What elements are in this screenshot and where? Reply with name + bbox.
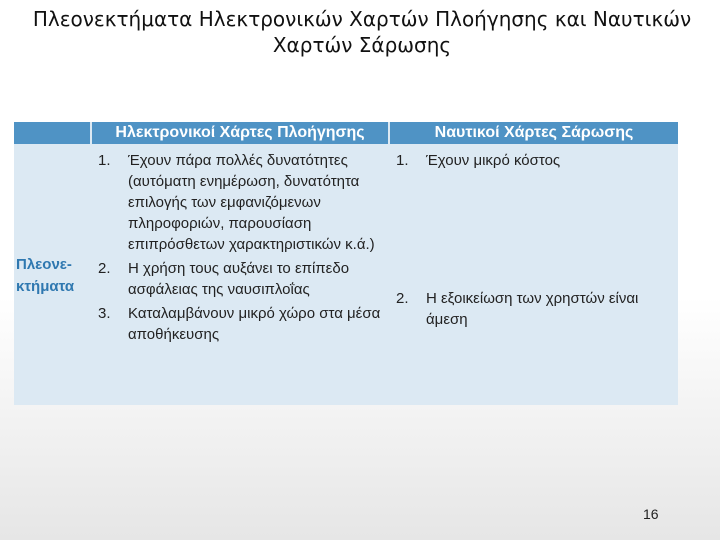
rnc-column <box>392 150 678 330</box>
item-number: 3. <box>98 305 111 322</box>
header-rnc: Ναυτικοί Χάρτες Σάρωσης <box>390 122 678 144</box>
item-text: Η εξοικείωση των χρηστών είναι άμεση <box>426 290 639 328</box>
item-text: Έχουν μικρό κόστος <box>426 152 561 169</box>
page-number: 16 <box>643 506 659 522</box>
advantages-table <box>14 122 678 405</box>
slide-title: Πλεονεκτήματα Ηλεκτρονικών Χαρτών Πλοήγησης και Ναυτικών Χαρτών Σάρωσης <box>32 7 692 57</box>
item-text: Η χρήση τους αυξάνει το επίπεδο ασφάλειας της ναυσιπλοΐας <box>128 260 350 298</box>
item-number: 1. <box>396 152 409 169</box>
enc-item-2 <box>94 258 390 300</box>
item-number: 2. <box>98 260 111 277</box>
enc-column <box>94 150 390 345</box>
enc-item-1 <box>94 150 390 255</box>
header-blank-cell <box>14 122 90 144</box>
header-enc: Ηλεκτρονικοί Χάρτες Πλοήγησης <box>92 122 388 144</box>
row-label-advantages: Πλεονε-κτήματα <box>16 256 75 295</box>
rnc-item-1 <box>392 150 678 171</box>
item-text: Έχουν πάρα πολλές δυνατότητες (αυτόματη ενημέρωση, δυνατότητα επιλογής των εμφανιζόμενων πληροφοριών, παρουσίαση επιπρόσθετων χαρακτηριστικών κ.ά.) <box>128 152 375 253</box>
enc-item-3 <box>94 303 390 345</box>
item-text: Καταλαμβάνουν μικρό χώρο στα μέσα αποθήκευσης <box>128 305 381 343</box>
rnc-item-2 <box>392 288 678 330</box>
item-number: 1. <box>98 152 111 169</box>
item-number: 2. <box>396 290 409 307</box>
